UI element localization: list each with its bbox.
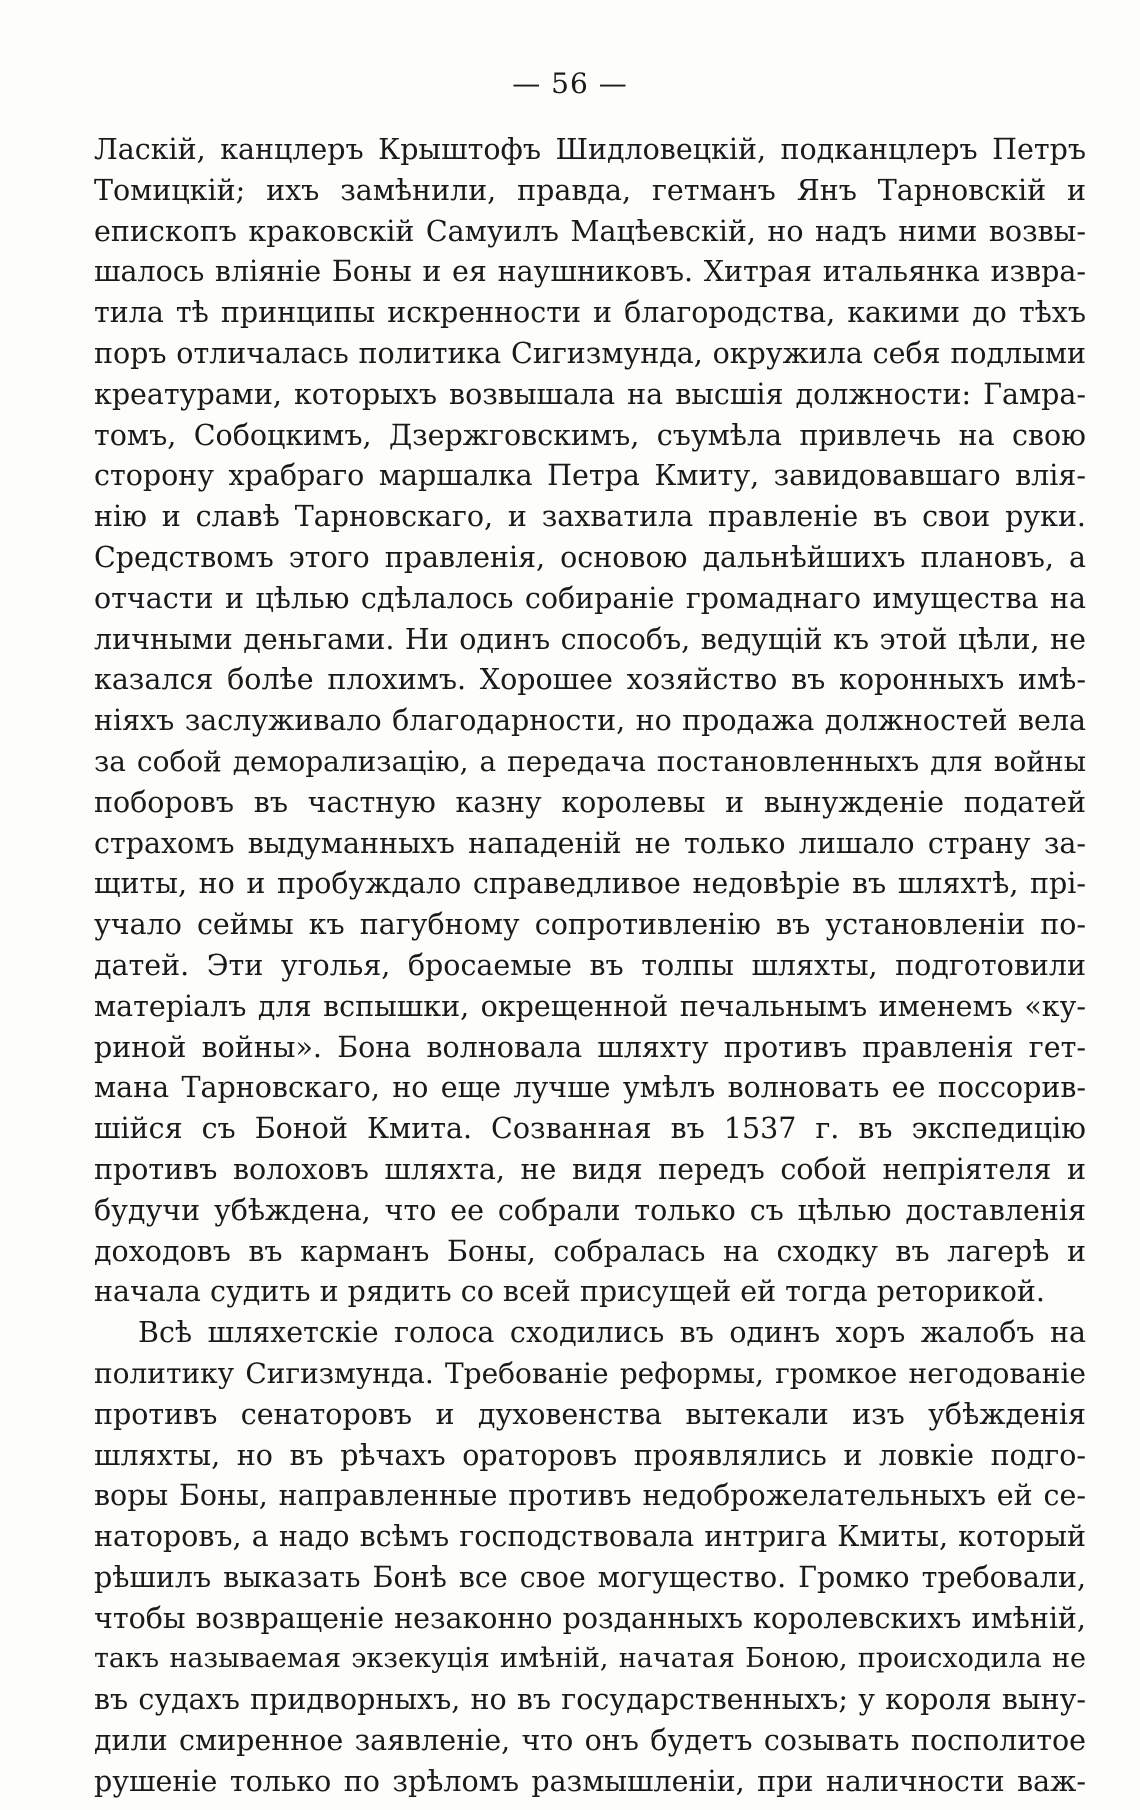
text-line: воры Боны, направленные противъ недоброжелательныхъ ей се- — [94, 1479, 1086, 1513]
text-line: наторовъ, а надо всѣмъ господствовала интрига Кмиты, который — [94, 1520, 1086, 1554]
text-line: личными деньгами. Ни одинъ способъ, ведущій къ этой цѣли, не — [94, 622, 1086, 656]
text-line: отчасти и цѣлью сдѣлалось собираніе громаднаго имущества на — [94, 581, 1086, 615]
text-line: страхомъ выдуманныхъ нападеній не только лишало страну за- — [94, 826, 1086, 860]
text-line: нію и славѣ Тарновскаго, и захватила правленіе въ свои руки. — [94, 500, 1086, 534]
text-line: дили смиренное заявленіе, что онъ будетъ созывать посполитое — [94, 1724, 1086, 1758]
text-line: Томицкій; ихъ замѣнили, правда, гетманъ Янъ Тарновскій и — [94, 173, 1086, 207]
text-line: рѣшилъ выказать Бонѣ все свое могущество. Громко требовали, — [94, 1560, 1086, 1594]
text-line: поборовъ въ частную казну королевы и вынужденіе податей — [94, 785, 1086, 819]
text-line: ніяхъ заслуживало благодарности, но продажа должностей вела — [94, 704, 1086, 738]
text-line: Средствомъ этого правленія, основою дальнѣйшихъ плановъ, а — [94, 540, 1086, 574]
body-text — [94, 130, 1086, 1803]
text-line: за собой деморализацію, а передача постановленныхъ для войны — [94, 744, 1086, 778]
page-number: — 56 — — [512, 67, 628, 100]
text-line: начала судить и рядить со всей присущей ей тогда реторикой. — [94, 1275, 1045, 1309]
text-line: Всѣ шляхетскіе голоса сходились въ одинъ хоръ жалобъ на — [138, 1316, 1086, 1350]
paragraph-2 — [94, 1313, 1086, 1803]
text-line: чтобы возвращеніе незаконно розданныхъ королевскихъ имѣній, — [94, 1601, 1086, 1635]
text-line: такъ называемая экзекуція имѣній, начатая Боною, происходила не — [94, 1643, 1086, 1675]
text-line: тила тѣ принципы искренности и благородства, какими до тѣхъ — [94, 296, 1086, 330]
text-line: шалось вліяніе Боны и ея наушниковъ. Хитрая итальянка извра- — [94, 255, 1086, 289]
text-line: поръ отличалась политика Сигизмунда, окружила себя подлыми — [94, 336, 1086, 370]
text-line: шляхты, но въ рѣчахъ ораторовъ проявлялись и ловкіе подго- — [94, 1438, 1086, 1472]
text-line: Ласкій, канцлеръ Крыштофъ Шидловецкій, подканцлеръ Петръ — [94, 133, 1086, 166]
text-line: противъ волоховъ шляхта, не видя передъ собой непріятеля и — [94, 1152, 1086, 1186]
text-line: рушеніе только по зрѣломъ размышленіи, при наличности важ- — [94, 1764, 1086, 1798]
text-line: мана Тарновскаго, но еще лучше умѣлъ волновать ее поссорив- — [94, 1071, 1086, 1105]
text-line: въ судахъ придворныхъ, но въ государственныхъ; у короля выну- — [94, 1683, 1086, 1717]
text-line: риной войны». Бона волновала шляхту противъ правленія гет- — [94, 1030, 1086, 1064]
text-line: доходовъ въ карманъ Боны, собралась на сходку въ лагерѣ и — [94, 1234, 1086, 1268]
text-line: епископъ краковскій Самуилъ Мацѣевскій, но надъ ними возвы- — [94, 214, 1086, 248]
text-line: противъ сенаторовъ и духовенства вытекали изъ убѣжденія — [94, 1397, 1086, 1431]
paragraph-1 — [94, 130, 1086, 1313]
text-line: политику Сигизмунда. Требованіе реформы, громкое негодованіе — [94, 1356, 1086, 1390]
text-line: томъ, Собоцкимъ, Дзержговскимъ, съумѣла привлечь на свою — [94, 418, 1086, 452]
text-line: креатурами, которыхъ возвышала на высшія должности: Гамра- — [94, 377, 1086, 411]
text-line: щиты, но и пробуждало справедливое недовѣріе въ шляхтѣ, прі- — [94, 867, 1086, 901]
text-line: датей. Эти уголья, бросаемые въ толпы шляхты, подготовили — [94, 948, 1086, 982]
text-line: будучи убѣждена, что ее собрали только съ цѣлью доставленія — [94, 1193, 1086, 1227]
text-line: учало сеймы къ пагубному сопротивленію въ установленіи по- — [94, 908, 1086, 942]
text-line: матеріалъ для вспышки, окрещенной печальнымъ именемъ «ку- — [94, 989, 1086, 1023]
text-line: сторону храбраго маршалка Петра Кмиту, завидовавшаго влія- — [94, 459, 1086, 493]
text-line: шійся съ Боной Кмита. Созванная въ 1537 г. въ экспедицію — [94, 1112, 1086, 1146]
text-line: казался болѣе плохимъ. Хорошее хозяйство въ коронныхъ имѣ- — [94, 663, 1086, 697]
